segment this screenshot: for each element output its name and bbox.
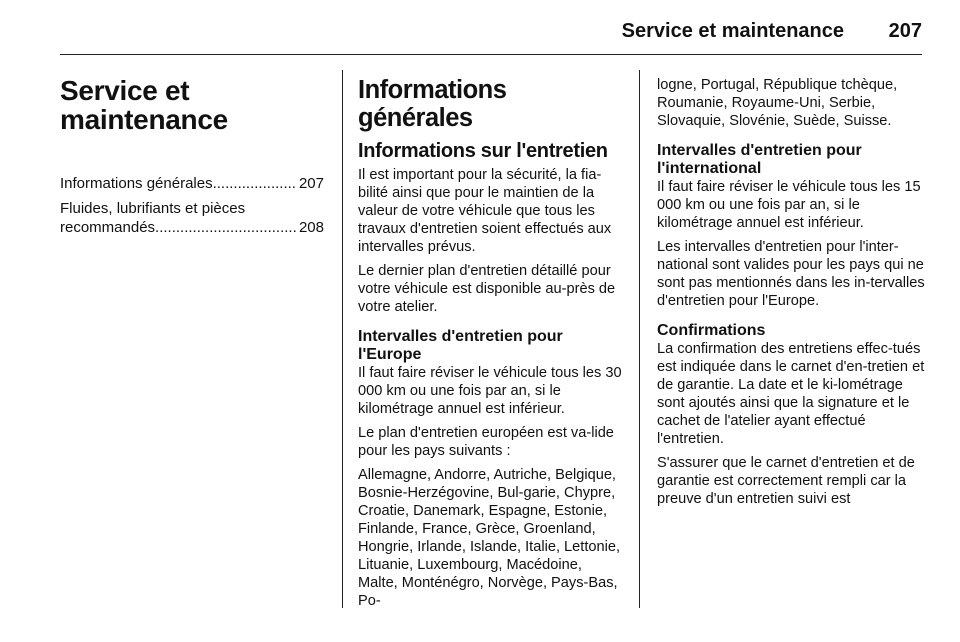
heading-confirmations: Confirmations xyxy=(657,322,766,339)
heading-line: Intervalles d'entretien pour xyxy=(657,142,862,159)
toc-entry-text: Fluides, lubrifiants et pièces xyxy=(60,200,246,217)
chapter-title xyxy=(60,76,324,134)
toc-entry-page: 208 xyxy=(298,219,324,236)
heading-line: l'Europe xyxy=(358,346,422,363)
page-header xyxy=(60,14,922,55)
country-list: Allemagne, Andorre, Autriche, Belgique, Bosnie-Herzégovine, Bul-garie, Chypre, Croatie, Danemark, Espagne, Estonie, Finlande, France, Grèce, Groenland, Hongrie, Irlande, Islande, Italie, Lettonie, Lituanie, Luxembourg, Macédoine, Malte, Monténégro, Norvège, Pays-Bas, Po- xyxy=(358,467,621,609)
column-divider-1 xyxy=(342,70,343,608)
paragraph: Le plan d'entretien européen est va-lide pour les pays suivants : xyxy=(358,425,614,459)
content-column-1 xyxy=(358,76,624,616)
chapter-column xyxy=(60,76,324,243)
paragraph: Il faut faire réviser le véhicule tous les 30 000 km ou une fois par an, si le kilométrage annuel est inférieur. xyxy=(358,365,622,417)
chapter-title-line: maintenance xyxy=(60,104,228,135)
section-title: Informations générales xyxy=(358,76,507,132)
toc-entry-page: 207 xyxy=(298,175,324,192)
toc-entry-text: recommandés xyxy=(60,219,156,236)
paragraph: S'assurer que le carnet d'entretien et de garantie est correctement rempli car la preuve d'un entretien suivi est xyxy=(657,455,915,507)
toc-leader-dots xyxy=(213,174,297,193)
chapter-title-line: Service et xyxy=(60,75,190,106)
paragraph: Il faut faire réviser le véhicule tous les 15 000 km ou une fois par an, si le kilométrage annuel est inférieur. xyxy=(657,179,921,231)
heading-line: l'international xyxy=(657,160,762,177)
running-header-title: Service et maintenance xyxy=(621,20,844,42)
paragraph: Les intervalles d'entretien pour l'inter-national sont valides pour les pays qui ne sont pas mentionnés dans les in-tervalles d'entretien pour l'Europe. xyxy=(657,239,925,309)
heading-europe xyxy=(358,328,624,364)
heading-international xyxy=(657,142,925,178)
toc-entry-text: Informations générales xyxy=(60,175,213,192)
paragraph: Le dernier plan d'entretien détaillé pour votre véhicule est disponible au-près de votre atelier. xyxy=(358,263,616,315)
heading-line: Intervalles d'entretien pour xyxy=(358,328,563,345)
column-divider-2 xyxy=(639,70,640,608)
toc-leader-dots xyxy=(155,218,297,237)
subsection-title: Informations sur l'entretien xyxy=(358,140,608,162)
toc-entry-fluids[interactable] xyxy=(60,199,324,237)
paragraph: La confirmation des entretiens effec-tués est indiquée dans le carnet d'en-tretien et de garantie. La date et le ki-lométrage sont ajoutés ainsi que la signature et le cachet de l'atelier ayant effectué l'entretien. xyxy=(657,341,925,447)
content-column-2 xyxy=(657,76,925,514)
page-number: 207 xyxy=(888,20,922,42)
paragraph: Il est important pour la sécurité, la fia-bilité ainsi que pour le maintien de la valeur de votre véhicule que tous les travaux d'entretien soient effectués aux intervalles prévus. xyxy=(358,167,612,255)
toc-entry-general-info[interactable] xyxy=(60,174,324,193)
country-list-continued: logne, Portugal, République tchèque, Roumanie, Royaume-Uni, Serbie, Slovaquie, Slovénie, Suède, Suisse. xyxy=(657,77,898,129)
